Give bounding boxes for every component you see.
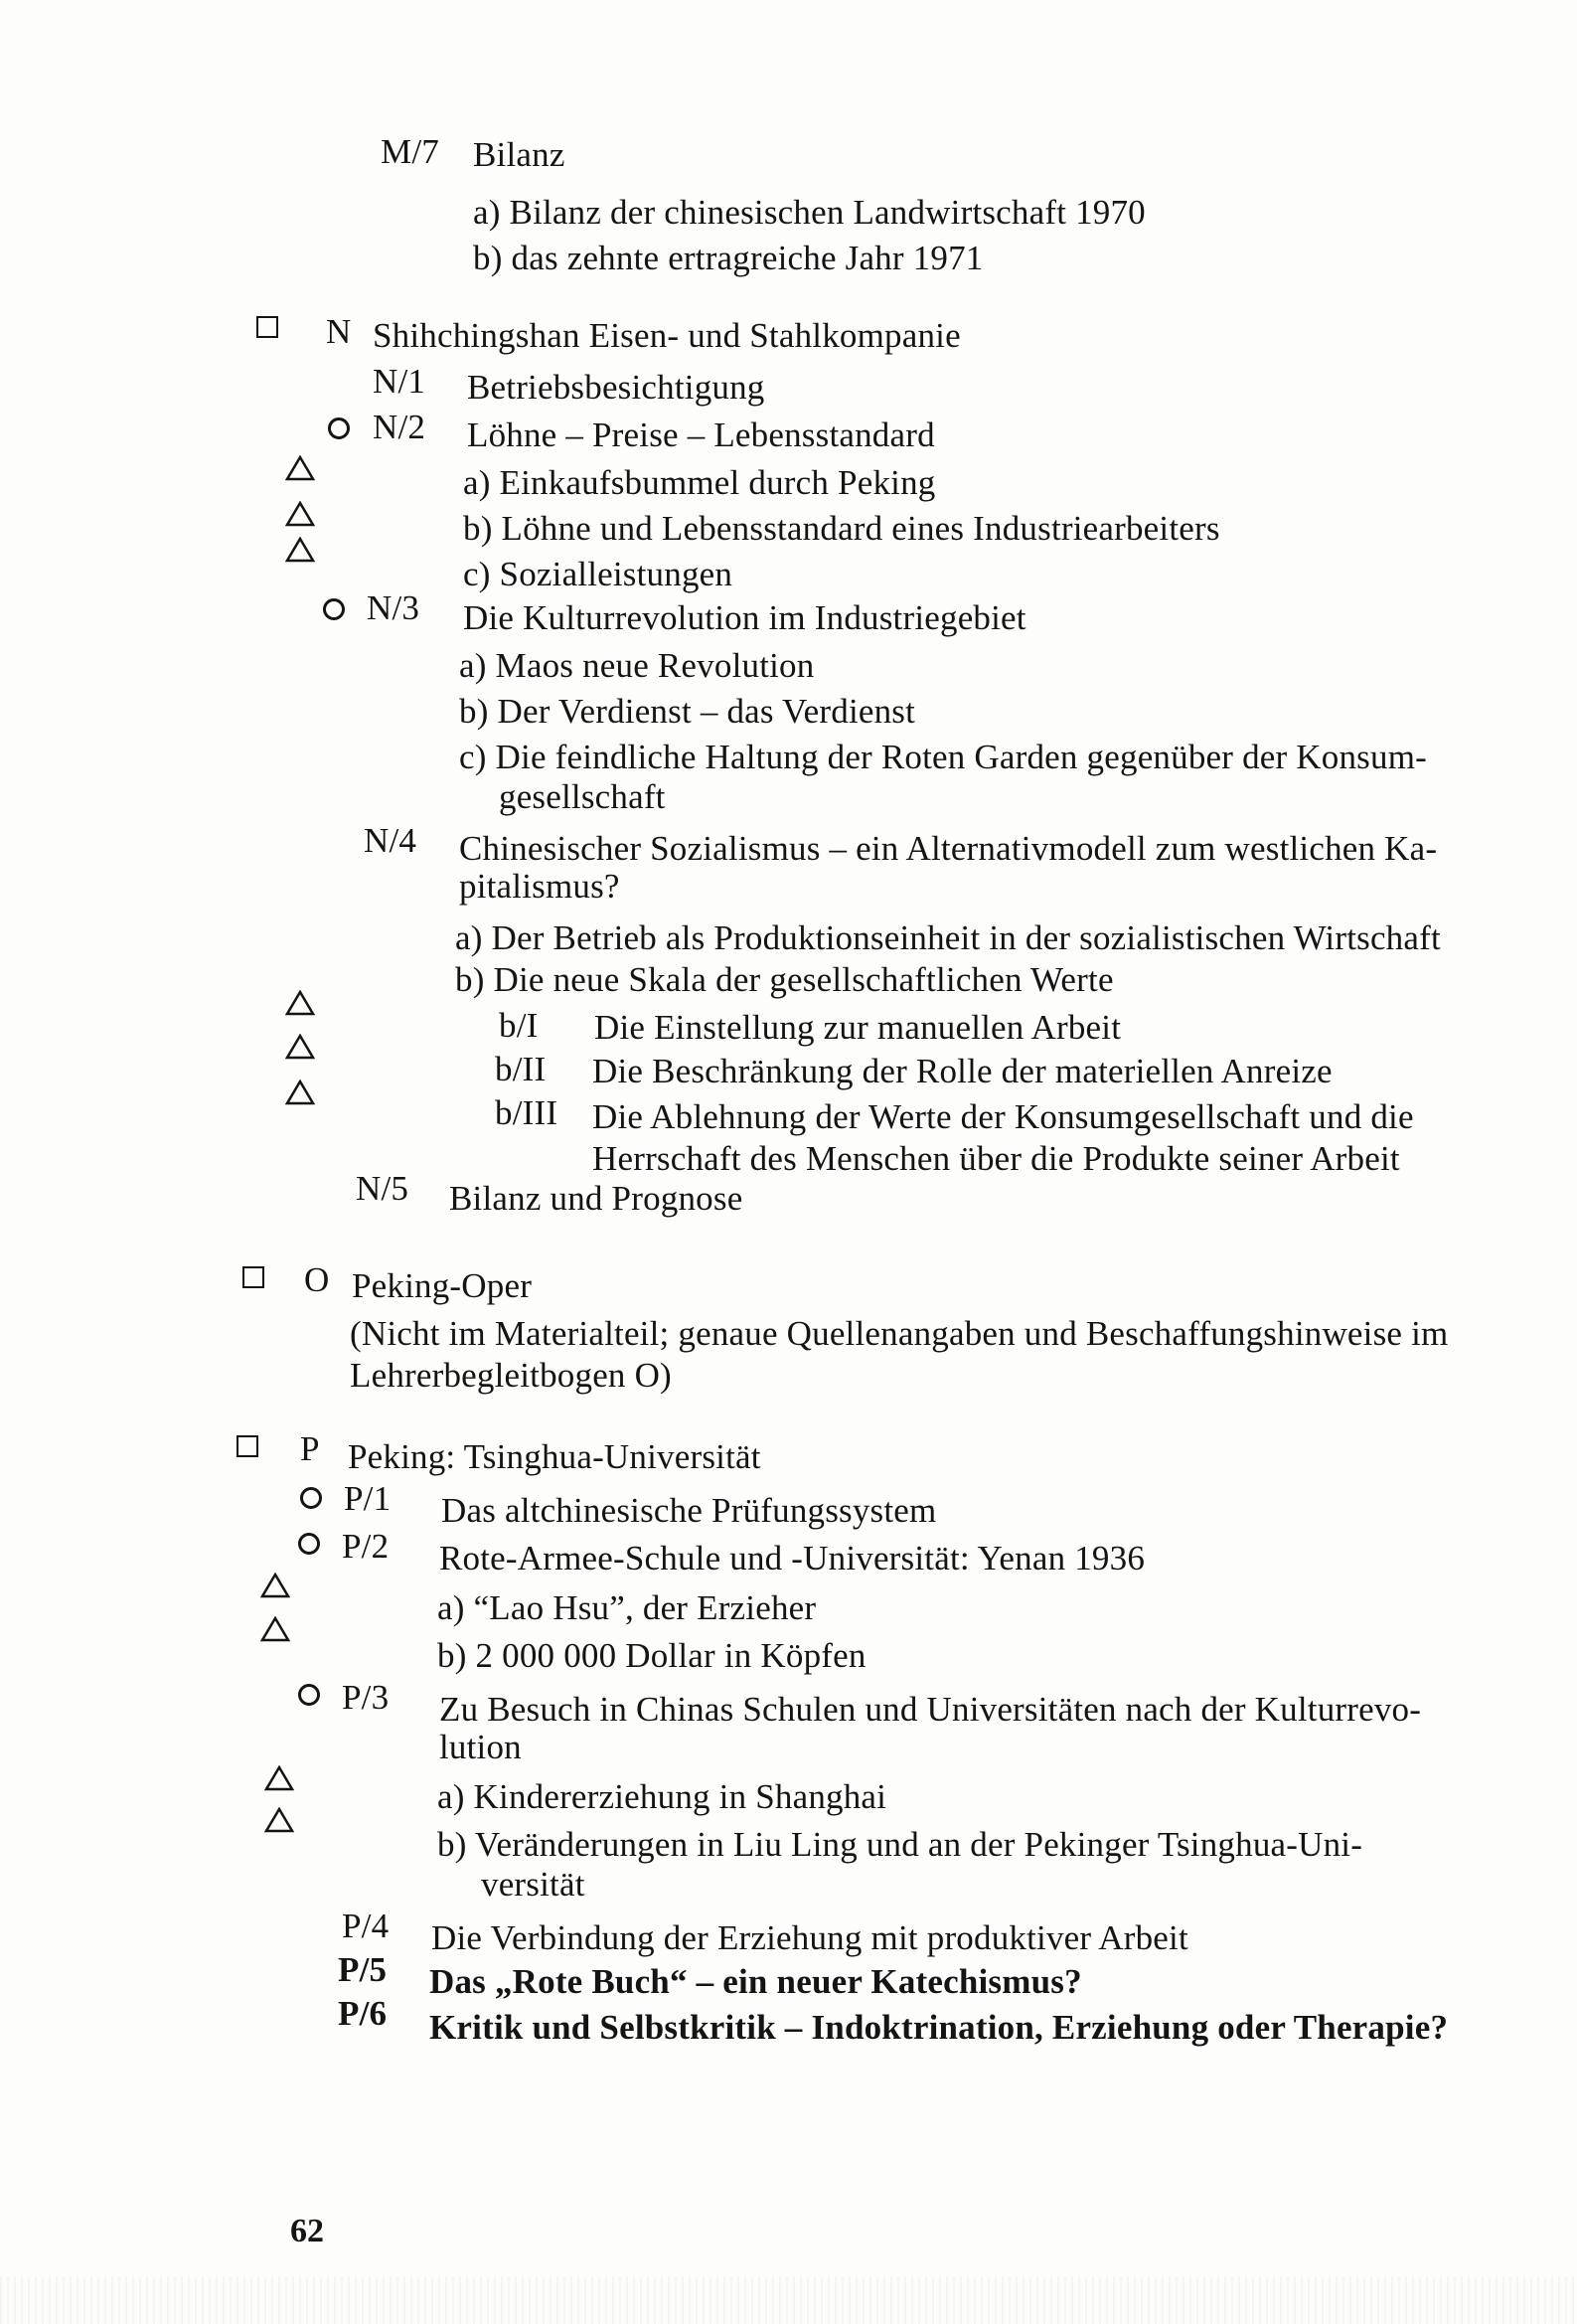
section-o-note-line2: Lehrerbegleitbogen O)	[350, 1356, 672, 1395]
n4-item-bIII-line1: Die Ablehnung der Werte der Konsumgesellschaft und die	[592, 1097, 1414, 1136]
triangle-marker-icon	[285, 455, 315, 481]
item-code-n3: N/3	[367, 588, 420, 627]
n4-item-bII-text: Die Beschränkung der Rolle der materiellen Anreize	[592, 1052, 1333, 1090]
section-letter-p: P	[300, 1429, 320, 1468]
item-code-p2: P/2	[342, 1527, 390, 1566]
n4-item-bI-text: Die Einstellung zur manuellen Arbeit	[594, 1008, 1122, 1047]
circle-marker-icon	[298, 1533, 320, 1555]
triangle-marker-icon	[285, 1034, 315, 1060]
item-code-p6: P/6	[338, 1994, 388, 2033]
item-code-p4: P/4	[342, 1907, 390, 1945]
scan-noise	[0, 2276, 1577, 2324]
p3-item-b-line2: versität	[481, 1865, 585, 1904]
checkbox-section-n-icon	[256, 316, 278, 338]
item-title-p5: Das „Rote Buch“ – ein neuer Katechismus?	[429, 1962, 1082, 2001]
checkbox-section-p-icon	[237, 1435, 258, 1457]
section-o-note-line1: (Nicht im Materialteil; genaue Quellenangaben und Beschaffungshinweise im	[350, 1314, 1449, 1353]
item-title-p2: Rote-Armee-Schule und -Universität: Yenan 1936	[439, 1539, 1146, 1577]
n2-item-b: b) Löhne und Lebensstandard eines Industriearbeiters	[463, 509, 1220, 548]
p2-item-a: a) “Lao Hsu”, der Erzieher	[437, 1588, 817, 1627]
n2-item-a: a) Einkaufsbummel durch Peking	[463, 463, 936, 502]
m7-item-b: b) das zehnte ertragreiche Jahr 1971	[473, 239, 984, 277]
page-number: 62	[290, 2213, 324, 2249]
triangle-marker-icon	[264, 1807, 294, 1833]
p3-item-b-line1: b) Veränderungen in Liu Ling und an der Pekinger Tsinghua-Uni-	[437, 1825, 1363, 1864]
n4-item-b: b) Die neue Skala der gesellschaftlichen Werte	[455, 960, 1114, 999]
item-title-n4-line2: pitalismus?	[459, 867, 620, 906]
triangle-marker-icon	[285, 990, 315, 1016]
circle-marker-icon	[298, 1684, 320, 1706]
n4-item-bIII-code: b/III	[495, 1093, 558, 1132]
item-code-n1: N/1	[373, 362, 426, 401]
item-title-n1: Betriebsbesichtigung	[467, 368, 765, 407]
circle-marker-icon	[323, 598, 345, 620]
item-code-p5: P/5	[338, 1950, 388, 1989]
m7-item-a: a) Bilanz der chinesischen Landwirtschaft 1970	[473, 193, 1146, 232]
item-code-n5: N/5	[356, 1169, 409, 1208]
triangle-marker-icon	[285, 501, 315, 527]
triangle-marker-icon	[260, 1573, 290, 1598]
n3-item-c-line1: c) Die feindliche Haltung der Roten Garden gegenüber der Konsum-	[459, 738, 1427, 776]
n4-item-a: a) Der Betrieb als Produktionseinheit in der sozialistischen Wirtschaft	[455, 918, 1441, 957]
item-title-p1: Das altchinesische Prüfungssystem	[441, 1491, 937, 1530]
circle-marker-icon	[300, 1487, 322, 1509]
p3-item-a: a) Kindererziehung in Shanghai	[437, 1777, 887, 1816]
section-letter-n: N	[326, 312, 352, 351]
n3-item-b: b) Der Verdienst – das Verdienst	[459, 692, 916, 731]
n3-item-c-line2: gesellschaft	[499, 777, 666, 816]
item-title-n4-line1: Chinesischer Sozialismus – ein Alternativmodell zum westlichen Ka-	[459, 829, 1438, 868]
item-title-n3: Die Kulturrevolution im Industriegebiet	[463, 598, 1026, 637]
section-title-n: Shihchingshan Eisen- und Stahlkompanie	[373, 316, 961, 355]
triangle-marker-icon	[285, 1079, 315, 1105]
n4-item-bII-code: b/II	[495, 1050, 547, 1088]
circle-marker-icon	[328, 417, 350, 439]
item-code-n2: N/2	[373, 408, 426, 446]
item-title-n2: Löhne – Preise – Lebensstandard	[467, 415, 935, 454]
item-title-p4: Die Verbindung der Erziehung mit produktiver Arbeit	[431, 1918, 1188, 1957]
triangle-marker-icon	[285, 537, 315, 563]
item-code-p3: P/3	[342, 1678, 390, 1717]
p2-item-b: b) 2 000 000 Dollar in Köpfen	[437, 1636, 867, 1675]
n4-item-bI-code: b/I	[499, 1006, 539, 1045]
triangle-marker-icon	[260, 1616, 290, 1642]
item-code-p1: P/1	[344, 1479, 392, 1518]
checkbox-section-o-icon	[242, 1266, 264, 1288]
n2-item-c: c) Sozialleistungen	[463, 555, 733, 593]
n3-item-a: a) Maos neue Revolution	[459, 646, 815, 685]
triangle-marker-icon	[264, 1765, 294, 1791]
n4-item-bIII-line2: Herrschaft des Menschen über die Produkte seiner Arbeit	[592, 1139, 1400, 1178]
item-title-p6: Kritik und Selbstkritik – Indoktrination, Erziehung oder Therapie?	[429, 2008, 1449, 2047]
item-title-n5: Bilanz und Prognose	[449, 1179, 743, 1218]
item-code-n4: N/4	[364, 821, 417, 860]
section-letter-o: O	[304, 1260, 330, 1299]
item-title-p3-line2: lution	[439, 1728, 522, 1766]
section-title-p: Peking: Tsinghua-Universität	[348, 1437, 761, 1476]
item-title-p3-line1: Zu Besuch in Chinas Schulen und Universitäten nach der Kulturrevo-	[439, 1690, 1422, 1729]
section-code-m7: M/7	[381, 132, 439, 171]
section-title-m7: Bilanz	[473, 135, 565, 174]
section-title-o: Peking-Oper	[352, 1266, 533, 1305]
